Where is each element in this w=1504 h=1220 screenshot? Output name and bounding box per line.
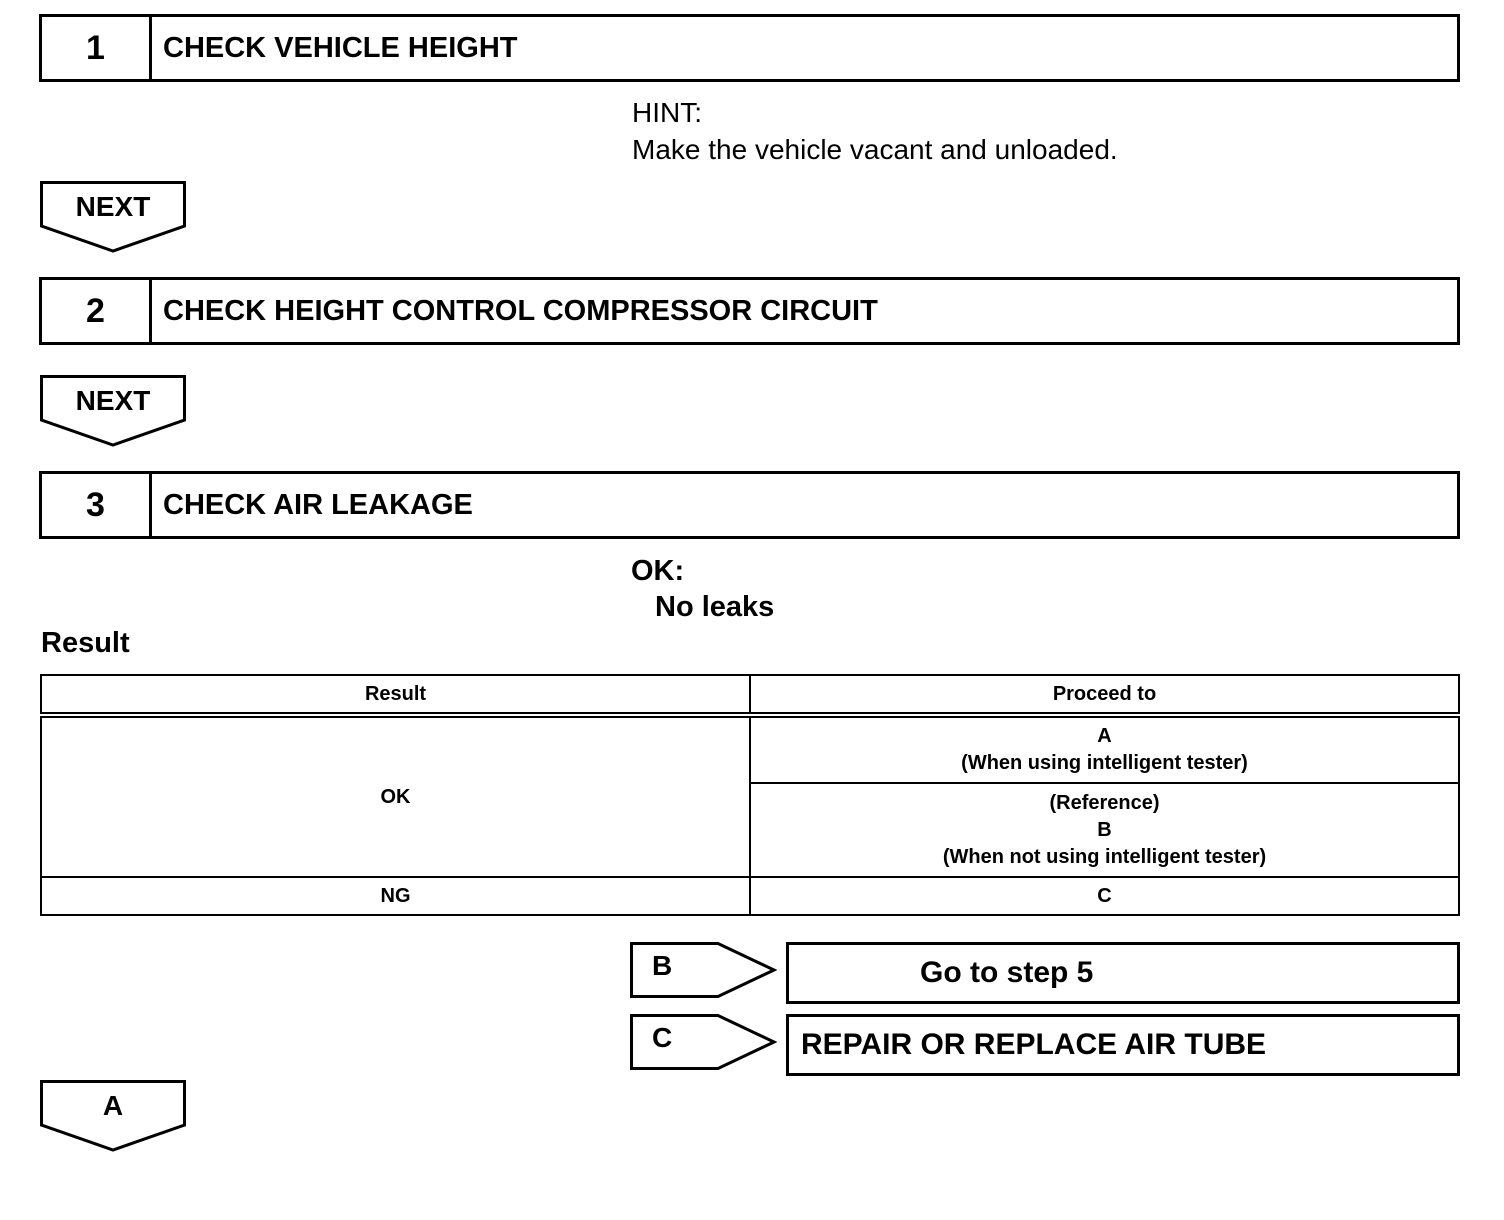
- proceed-cell: C: [750, 877, 1459, 915]
- hint-label: HINT:: [632, 97, 702, 128]
- proceed-code: B: [1097, 818, 1112, 841]
- step-number: 3: [42, 474, 152, 536]
- result-cell: NG: [41, 877, 750, 915]
- table-row: [41, 877, 1459, 915]
- proceed-code: A: [1097, 725, 1112, 747]
- hint-text: Make the vehicle vacant and unloaded.: [632, 134, 1118, 165]
- ok-value: No leaks: [655, 591, 775, 623]
- branch-c-action: REPAIR OR REPLACE AIR TUBE: [786, 1014, 1460, 1076]
- next-arrow-2: [40, 375, 186, 449]
- branch-code: B: [652, 950, 673, 981]
- result-table: [40, 674, 1460, 916]
- step-2-header: [39, 277, 1460, 345]
- table-header-row: [41, 675, 1459, 715]
- step-1-header: [39, 14, 1460, 82]
- branch-a-label: A: [102, 1090, 124, 1121]
- column-header-proceed: Proceed to: [750, 675, 1459, 715]
- proceed-cell: [750, 715, 1459, 783]
- step-3-header: [39, 471, 1460, 539]
- branch-c-arrow: [630, 1014, 778, 1070]
- column-header-result: Result: [41, 675, 750, 715]
- step-title: CHECK VEHICLE HEIGHT: [163, 31, 518, 64]
- proceed-cell: [750, 783, 1459, 877]
- proceed-note: (When using intelligent tester): [961, 752, 1248, 774]
- step-number: 1: [42, 17, 152, 79]
- ok-label: OK:: [631, 555, 685, 587]
- branch-b-action: Go to step 5: [786, 942, 1460, 1004]
- next-arrow-1: [40, 181, 186, 255]
- branch-b-arrow: [630, 942, 778, 998]
- branch-a-arrow: [40, 1080, 186, 1154]
- step-title: CHECK HEIGHT CONTROL COMPRESSOR CIRCUIT: [163, 294, 878, 327]
- result-heading: Result: [41, 627, 130, 659]
- next-label: NEXT: [75, 191, 151, 222]
- step-title: CHECK AIR LEAKAGE: [163, 488, 473, 521]
- step-number: 2: [42, 280, 152, 342]
- branch-code: C: [652, 1022, 673, 1053]
- result-cell: OK: [41, 715, 750, 877]
- hint-block: [632, 94, 1118, 168]
- proceed-note: (Reference): [1049, 791, 1160, 814]
- next-label: NEXT: [75, 385, 151, 416]
- table-row: [41, 715, 1459, 783]
- proceed-note: (When not using intelligent tester): [942, 845, 1267, 868]
